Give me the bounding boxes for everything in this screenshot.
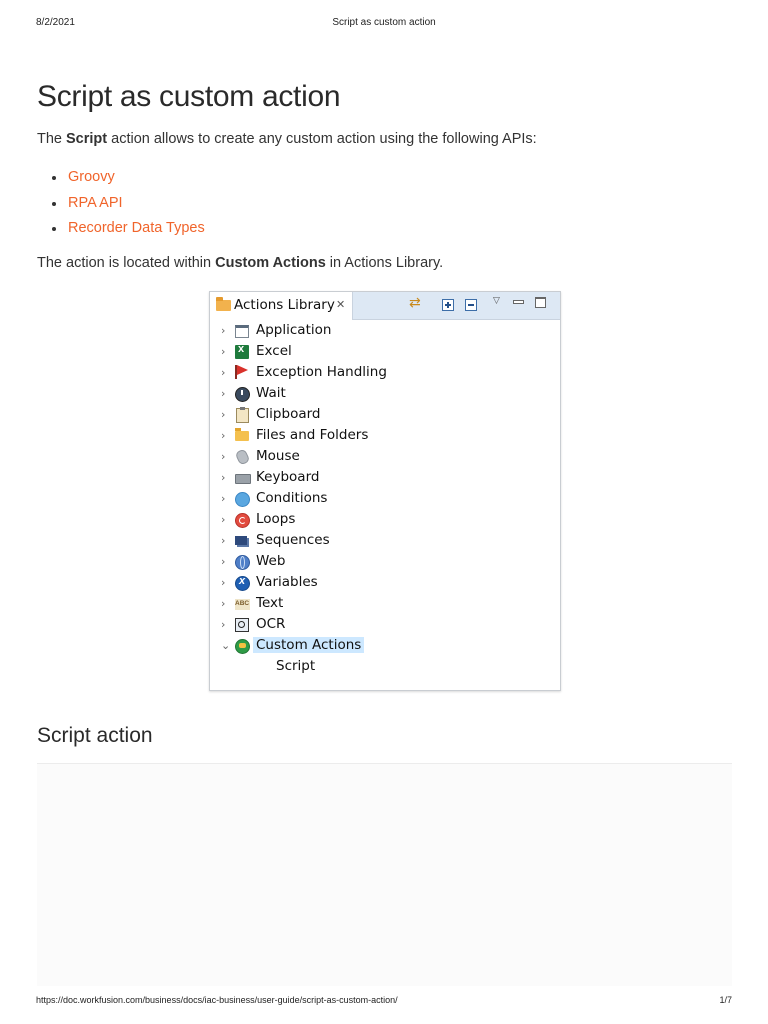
groovy-link[interactable]: Groovy (68, 169, 115, 185)
tree-item-label: Script (276, 658, 316, 674)
flag-icon (237, 365, 248, 375)
expand-all-icon[interactable] (442, 299, 454, 311)
tree-item-label: Conditions (256, 490, 328, 506)
mouse-icon (235, 448, 251, 465)
actions-library-tab[interactable] (210, 292, 353, 320)
api-list (37, 167, 205, 244)
page-number: 1/7 (719, 995, 732, 1005)
actions-library-panel (209, 291, 561, 691)
located-text-before: The action is located within (37, 255, 216, 271)
tree-item-application[interactable] (210, 321, 560, 342)
tree-item-excel[interactable] (210, 342, 560, 363)
tree-item-files-and-folders[interactable] (210, 426, 560, 447)
custom-actions-icon (235, 639, 250, 654)
sequence-icon (235, 536, 247, 545)
code-block (37, 764, 732, 986)
tree-item-label: Sequences (256, 532, 330, 548)
view-menu-icon[interactable]: ▽ (493, 296, 500, 306)
tree-item-ocr[interactable] (210, 615, 560, 636)
tree-item-loops[interactable] (210, 510, 560, 531)
tree-item-exception-handling[interactable] (210, 363, 560, 384)
intro-bold-script: Script (66, 131, 108, 147)
list-item (37, 218, 205, 244)
close-icon[interactable]: ✕ (336, 298, 346, 311)
rpa-api-link[interactable]: RPA API (68, 194, 123, 211)
text-icon (235, 599, 250, 610)
tree-item-script[interactable] (210, 657, 560, 678)
clock-icon (235, 387, 250, 402)
tree-item-label: Text (256, 595, 284, 611)
panel-toolbar (210, 292, 560, 320)
chevron-right-icon[interactable]: › (221, 345, 226, 358)
tree-item-label: Excel (256, 343, 292, 359)
tree-item-label: Loops (256, 511, 296, 527)
chevron-right-icon[interactable]: › (221, 471, 226, 484)
print-date: 8/2/2021 (36, 17, 75, 28)
tree-item-label: Files and Folders (256, 427, 369, 443)
chevron-down-icon[interactable]: ⌄ (221, 639, 231, 652)
tree-item-label: Custom Actions (253, 637, 364, 653)
list-item (37, 167, 205, 193)
variable-icon (235, 576, 250, 591)
tab-label: Actions Library (234, 297, 335, 313)
tree-item-variables[interactable] (210, 573, 560, 594)
maximize-icon[interactable] (535, 297, 546, 308)
tree-item-label: Exception Handling (256, 364, 387, 380)
print-header (36, 17, 732, 31)
chevron-right-icon[interactable]: › (221, 597, 226, 610)
page-url: https://doc.workfusion.com/business/docs/iac-business/user-guide/script-as-custom-action/ (36, 995, 398, 1005)
excel-icon (235, 345, 249, 359)
minimize-icon[interactable] (513, 296, 522, 298)
loop-icon (235, 513, 250, 528)
actions-tree (210, 321, 560, 678)
tree-item-label: Keyboard (256, 469, 320, 485)
chevron-right-icon[interactable]: › (221, 618, 226, 631)
located-bold-custom-actions: Custom Actions (215, 255, 326, 271)
location-paragraph (37, 255, 443, 271)
globe-icon (235, 555, 250, 570)
tree-item-sequences[interactable] (210, 531, 560, 552)
tree-item-label: OCR (256, 616, 286, 632)
tree-item-text[interactable] (210, 594, 560, 615)
application-icon (235, 325, 249, 338)
intro-paragraph (37, 131, 537, 147)
tree-item-mouse[interactable] (210, 447, 560, 468)
ocr-icon (235, 618, 249, 632)
page-title: Script as custom action (37, 80, 341, 113)
chevron-right-icon[interactable]: › (221, 324, 226, 337)
tree-item-label: Variables (256, 574, 318, 590)
print-title: Script as custom action (332, 17, 436, 28)
chevron-right-icon[interactable]: › (221, 513, 226, 526)
collapse-all-icon[interactable] (465, 299, 477, 311)
chevron-right-icon[interactable]: › (221, 366, 226, 379)
conditions-icon (235, 492, 250, 507)
link-with-editor-icon[interactable]: ⇄ (409, 295, 421, 311)
intro-text-after: action allows to create any custom action using the following APIs: (107, 131, 537, 147)
section-title: Script action (37, 724, 153, 747)
tree-item-label: Clipboard (256, 406, 321, 422)
folder-icon (216, 300, 231, 311)
chevron-right-icon[interactable]: › (221, 576, 226, 589)
print-footer (36, 995, 732, 1009)
tree-item-web[interactable] (210, 552, 560, 573)
chevron-right-icon[interactable]: › (221, 555, 226, 568)
chevron-right-icon[interactable]: › (221, 492, 226, 505)
chevron-right-icon[interactable]: › (221, 450, 226, 463)
tree-item-label: Web (256, 553, 286, 569)
tree-item-label: Mouse (256, 448, 300, 464)
intro-text-before: The (37, 131, 67, 147)
tree-item-keyboard[interactable] (210, 468, 560, 489)
list-item (37, 193, 205, 219)
tree-item-clipboard[interactable] (210, 405, 560, 426)
tree-item-wait[interactable] (210, 384, 560, 405)
chevron-right-icon[interactable]: › (221, 534, 226, 547)
tree-item-label: Application (256, 322, 332, 338)
folder-icon (235, 431, 249, 441)
chevron-right-icon[interactable]: › (221, 387, 226, 400)
chevron-right-icon[interactable]: › (221, 429, 226, 442)
tree-item-custom-actions[interactable] (210, 636, 560, 657)
tree-item-conditions[interactable] (210, 489, 560, 510)
located-text-after: in Actions Library. (325, 255, 444, 271)
recorder-data-types-link[interactable]: Recorder Data Types (68, 220, 205, 236)
keyboard-icon (235, 474, 251, 484)
tree-item-label: Wait (256, 385, 286, 401)
clipboard-icon (236, 408, 249, 423)
chevron-right-icon[interactable]: › (221, 408, 226, 421)
